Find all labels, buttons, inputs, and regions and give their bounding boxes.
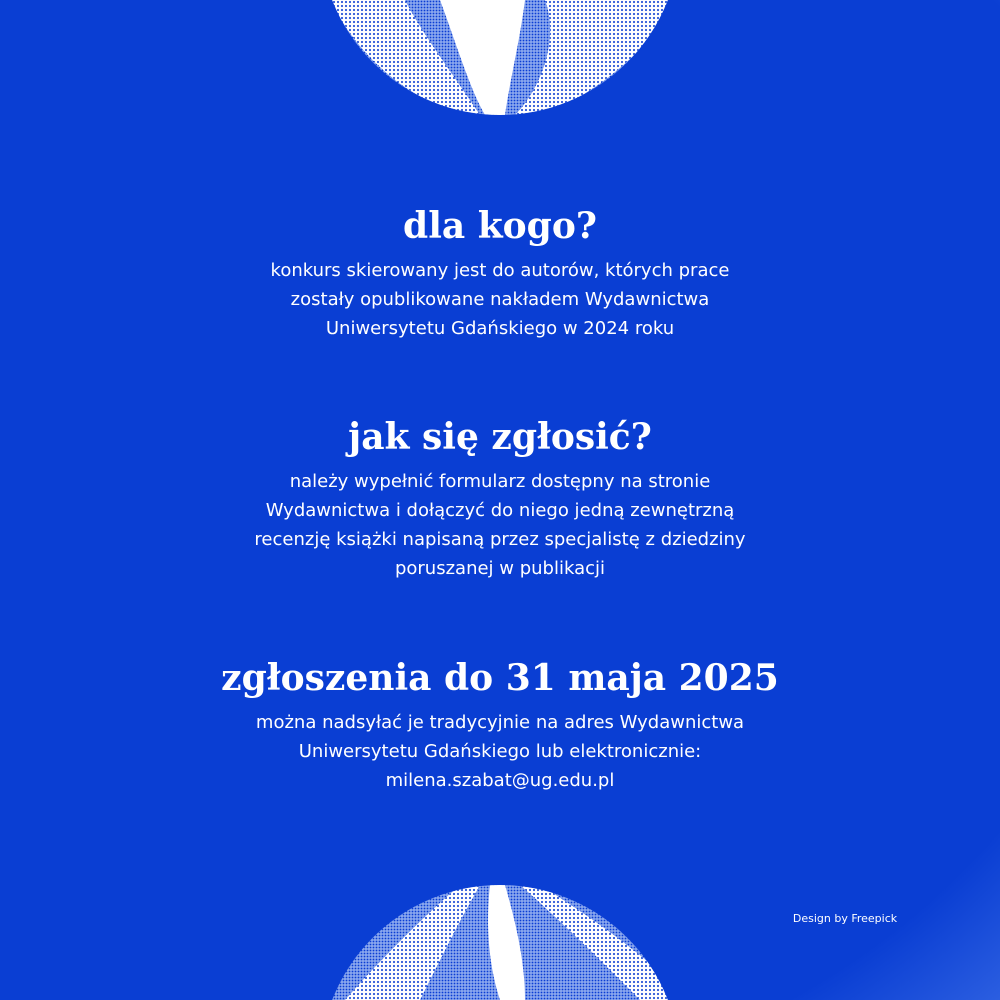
section-for-whom xyxy=(150,204,850,343)
section-body xyxy=(150,467,850,583)
body-line: zostały opublikowane nakładem Wydawnictwa xyxy=(290,289,710,310)
section-heading: zgłoszenia do 31 maja 2025 xyxy=(221,657,779,699)
body-line: należy wypełnić formularz dostępny na stronie xyxy=(289,471,711,492)
section-deadline xyxy=(150,656,850,795)
section-how-to-apply xyxy=(150,415,850,583)
body-line: poruszanej w publikacji xyxy=(394,558,606,579)
section-body xyxy=(150,256,850,343)
section-heading: jak się zgłosić? xyxy=(348,416,652,458)
design-credit: Design by Freepick xyxy=(792,912,898,925)
body-line: Wydawnictwa i dołączyć do niego jedną zewnętrzną xyxy=(265,500,735,521)
section-heading: dla kogo? xyxy=(403,205,597,247)
body-line: można nadsyłać je tradycyjnie na adres Wydawnictwa xyxy=(255,712,745,733)
section-body xyxy=(150,708,850,795)
contact-email[interactable]: milena.szabat@ug.edu.pl xyxy=(385,770,615,791)
body-line: recenzję książki napisaną przez specjalistę z dziedziny xyxy=(254,529,746,550)
body-line: Uniwersytetu Gdańskiego w 2024 roku xyxy=(325,318,675,339)
body-line: Uniwersytetu Gdańskiego lub elektronicznie: xyxy=(298,741,702,762)
bottom-halftone-circle-decoration xyxy=(0,880,1000,1000)
body-line: konkurs skierowany jest do autorów, których prace xyxy=(270,260,730,281)
top-halftone-circle-decoration xyxy=(0,0,1000,120)
